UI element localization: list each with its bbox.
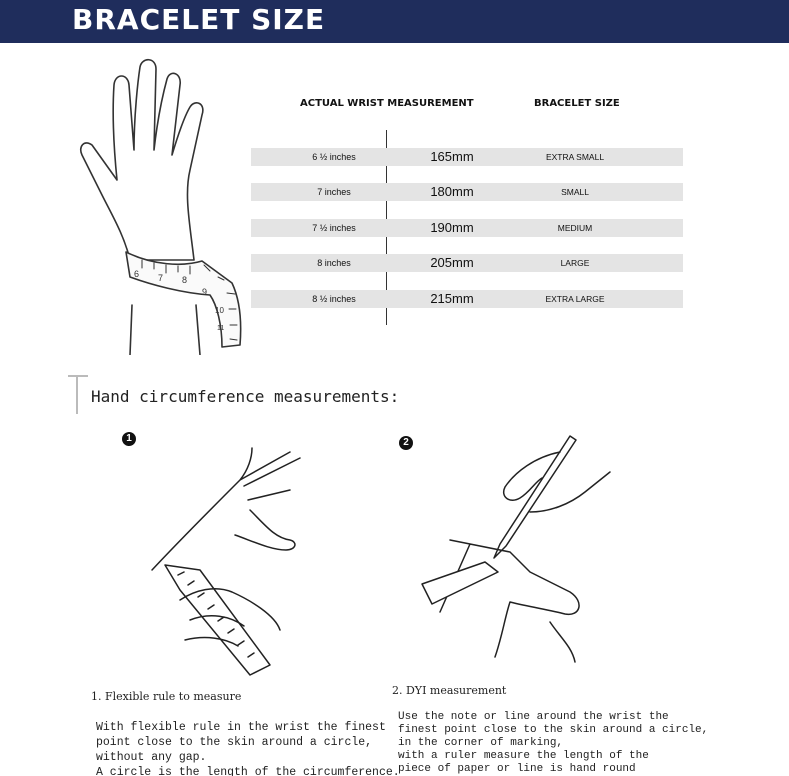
step-2-line: piece of paper or line is hand round — [398, 763, 636, 775]
tape-label-7: 7 — [158, 273, 164, 283]
step-1-caption: 1. Flexible rule to measure — [91, 690, 242, 703]
bracelet-size: SMALL — [561, 187, 589, 197]
step-2-line: finest point close to the skin around a circle, — [398, 724, 709, 736]
bracelet-size: MEDIUM — [557, 223, 593, 233]
wrist-inches: 8 ½ inches — [312, 294, 356, 304]
tape-tick-labels — [72, 55, 252, 355]
bracelet-size: EXTRA LARGE — [545, 294, 605, 304]
step-1-line: A circle is the length of the circumference. — [96, 766, 400, 776]
bracelet-size: EXTRA SMALL — [545, 152, 605, 162]
header-banner — [0, 0, 789, 43]
wrist-mm: 215mm — [430, 291, 474, 306]
table-row — [251, 148, 683, 166]
tape-label-9: 9 — [202, 287, 208, 297]
wrist-mm: 165mm — [430, 149, 474, 164]
table-row — [251, 219, 683, 237]
section-corner-mark — [66, 374, 88, 414]
wrist-inches: 7 ½ inches — [312, 223, 356, 233]
column-header-bracelet-size: BRACELET SIZE — [534, 98, 620, 109]
tape-label-8: 8 — [182, 275, 188, 285]
tape-label-6: 6 — [134, 269, 140, 279]
step-2-line: Use the note or line around the wrist the — [398, 711, 669, 723]
column-header-wrist: ACTUAL WRIST MEASUREMENT — [300, 98, 474, 109]
step-1-line: without any gap. — [96, 751, 207, 764]
diy-measurement-illustration — [410, 432, 640, 677]
wrist-mm: 180mm — [430, 184, 474, 199]
step-1-line: point close to the skin around a circle, — [96, 736, 373, 749]
step-2-line: in the corner of marking, — [398, 737, 564, 749]
step-2-caption: 2. DYI measurement — [392, 684, 507, 697]
step-1-line: With flexible rule in the wrist the finest — [96, 721, 386, 734]
tape-label-11: 11 — [217, 325, 225, 332]
table-row — [251, 254, 683, 272]
wrist-mm: 205mm — [430, 255, 474, 270]
wrist-mm: 190mm — [430, 220, 474, 235]
bracelet-size: LARGE — [560, 258, 590, 268]
step-2-line: with a ruler measure the length of the — [398, 750, 649, 762]
wrist-inches: 8 inches — [317, 258, 351, 268]
page-title: BRACELET SIZE — [72, 3, 326, 36]
wrist-inches: 6 ½ inches — [312, 152, 356, 162]
section-title: Hand circumference measurements: — [91, 387, 400, 406]
tape-label-10: 10 — [215, 306, 224, 315]
table-row — [251, 290, 683, 308]
step-1-badge: 1 — [122, 432, 136, 446]
table-row — [251, 183, 683, 201]
flexible-rule-illustration — [140, 440, 310, 680]
wrist-inches: 7 inches — [317, 187, 351, 197]
step-2-badge: 2 — [399, 436, 413, 450]
